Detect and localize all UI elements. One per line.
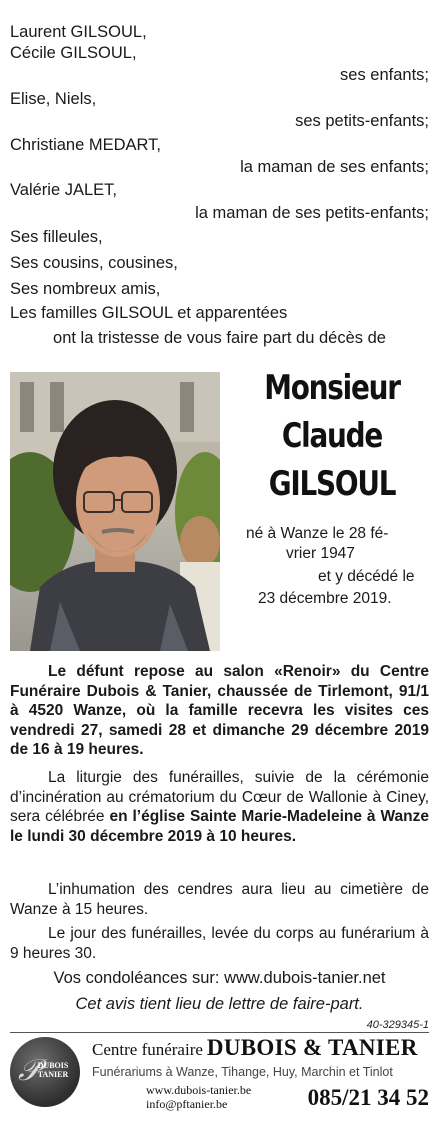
funeral-home-contact bbox=[146, 1083, 251, 1111]
announcement-line: ont la tristesse de vous faire part du décès de bbox=[53, 329, 386, 347]
reference-number: 40-329345-1 bbox=[366, 1019, 429, 1031]
family-line: Christiane MEDART, bbox=[10, 136, 161, 154]
email-link[interactable]: info@pftanier.be bbox=[146, 1097, 228, 1111]
birth-line: né à Wanze le 28 fé- bbox=[246, 525, 389, 542]
logo-text: DUBOIS TANIER bbox=[37, 1061, 69, 1079]
portrait-photo bbox=[10, 372, 220, 651]
funeral-home-name: Centre funéraire DUBOIS & TANIER bbox=[92, 1035, 418, 1060]
death-line: 23 décembre 2019. bbox=[258, 590, 392, 607]
family-role: la maman de ses petits-enfants; bbox=[195, 204, 429, 222]
family-role: ses petits-enfants; bbox=[295, 112, 429, 130]
family-line: Elise, Niels, bbox=[10, 90, 97, 108]
family-line: Ses nombreux amis, bbox=[10, 280, 161, 298]
website-link[interactable]: www.dubois-tanier.be bbox=[146, 1083, 252, 1097]
visitation-paragraph: Le défunt repose au salon «Renoir» du Centre Funéraire Dubois & Tanier, chaussée de Tirlemont, 91/1 à 4520 Wanze, où la famille recevra les visites ces vendredi 27, samedi 28 et dimanche 29 décembre 2019 de 16 à 19 heures. bbox=[10, 663, 429, 758]
deceased-title: Monsieur bbox=[264, 368, 400, 408]
notice-line: Cet avis tient lieu de lettre de faire-part. bbox=[75, 995, 364, 1013]
family-line: Cécile GILSOUL, bbox=[10, 44, 137, 62]
funeral-paragraph: La liturgie des funérailles, suivie de la cérémonie d’incinération au crématorium du Cœur de Wallonie à Ciney, sera célébrée en l’église Sainte Marie-Madeleine à Wanze le lundi 30 décembre 2019 à 10 heures. bbox=[10, 769, 429, 845]
funeral-home-locations: Funérariums à Wanze, Tihange, Huy, Marchin et Tinlot bbox=[92, 1065, 393, 1079]
family-line: Ses cousins, cousines, bbox=[10, 254, 178, 272]
procession-paragraph: Le jour des funérailles, levée du corps au funérarium à 9 heures 30. bbox=[10, 925, 429, 962]
family-line: Laurent GILSOUL, bbox=[10, 23, 147, 41]
funeral-home-footer bbox=[10, 1033, 429, 1117]
birth-line: vrier 1947 bbox=[286, 545, 355, 562]
logo-mark: 𝒫 bbox=[18, 1054, 40, 1087]
deceased-first-name: Claude bbox=[281, 416, 383, 456]
family-role: ses enfants; bbox=[340, 66, 429, 84]
family-line: Ses filleules, bbox=[10, 228, 103, 246]
family-line: Les familles GILSOUL et apparentées bbox=[10, 304, 288, 322]
family-line: Valérie JALET, bbox=[10, 181, 117, 199]
phone-number[interactable]: 085/21 34 52 bbox=[307, 1085, 429, 1110]
condolences-line: Vos condoléances sur: www.dubois-tanier.net bbox=[53, 969, 386, 987]
burial-paragraph: L’inhumation des cendres aura lieu au cimetière de Wanze à 15 heures. bbox=[10, 881, 429, 918]
dubois-tanier-logo bbox=[10, 1037, 80, 1107]
family-role: la maman de ses enfants; bbox=[240, 158, 429, 176]
death-line: et y décédé le bbox=[318, 568, 415, 585]
deceased-last-name: GILSOUL bbox=[268, 464, 396, 504]
